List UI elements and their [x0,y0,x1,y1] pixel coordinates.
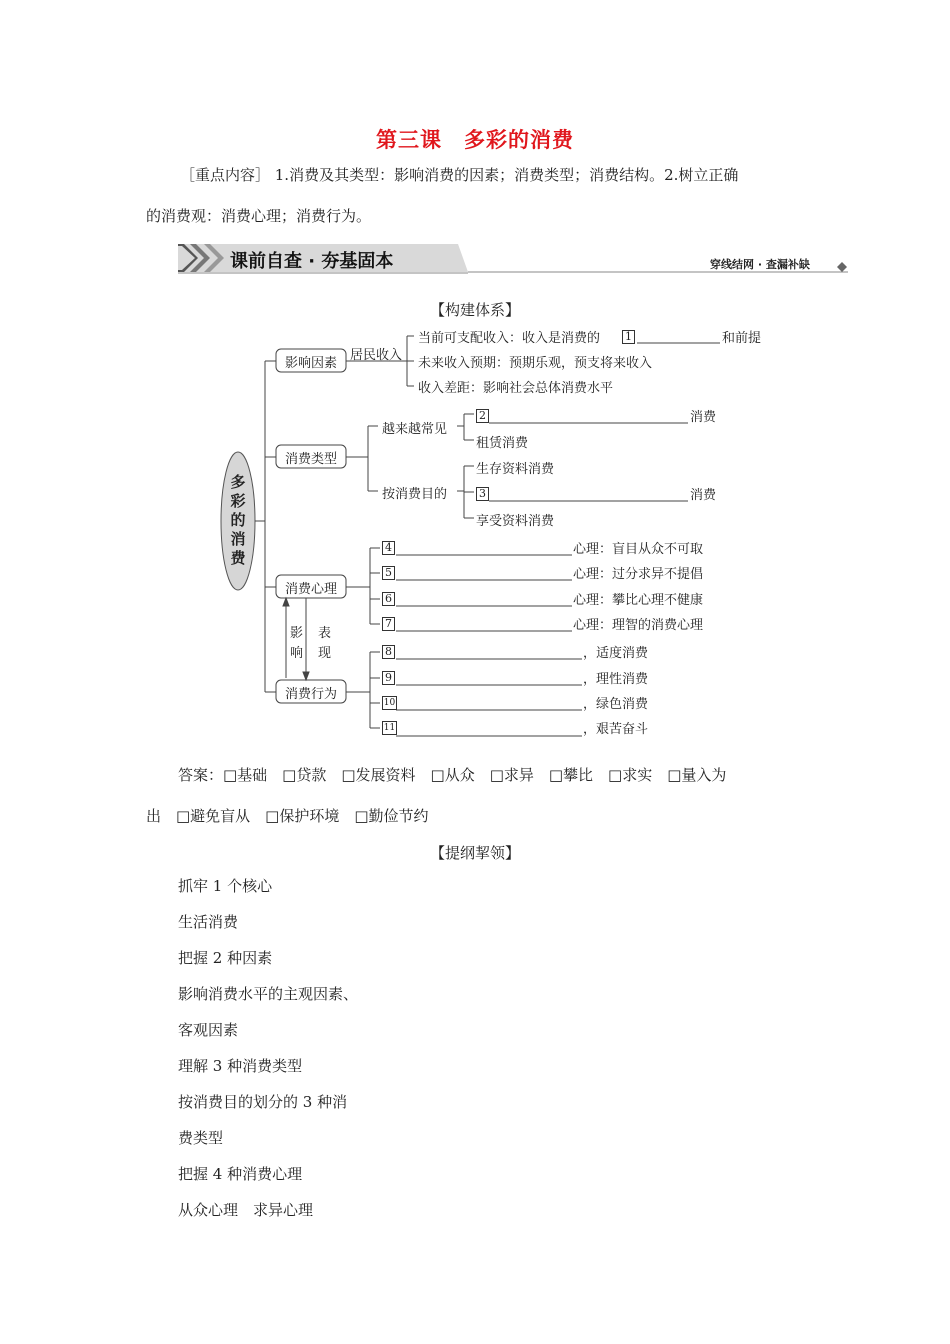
behavior-item-1: ，适度消费 [583,646,649,661]
outline-item: 生活消费 [178,913,239,931]
blank-number-9: 9 [382,671,395,685]
blank-number-2: 2 [476,409,489,423]
key-content-line-1: ［重点内容］ 1.消费及其类型：影响消费的因素；消费类型；消费结构。2.树立正确 [180,166,739,184]
blank-number-3: 3 [476,487,489,501]
banner-subtitle: 穿线结网 · 查漏补缺 [710,258,810,271]
factors-item-3: 收入差距：影响社会总体消费水平 [418,381,614,396]
node-psychology: 消费心理 [284,582,337,597]
key-content-line-2: 的消费观：消费心理；消费行为。 [146,207,372,225]
outline-item: 从众心理 求异心理 [178,1201,314,1219]
blank-number-7: 7 [382,617,395,631]
psych-item-4: 心理：理智的消费心理 [573,618,704,633]
outline-item: 把握 2 种因素 [178,949,273,967]
factors-item-1: 当前可支配收入：收入是消费的 [418,331,601,346]
blank-number-1: 1 [622,330,635,344]
outline-item: 理解 3 种消费类型 [178,1057,303,1075]
outline-item: 把握 4 种消费心理 [178,1165,303,1183]
psych-item-1: 心理：盲目从众不可取 [573,542,704,557]
factors-item-2: 未来收入预期：预期乐观，预支将来收入 [418,356,653,371]
behavior-item-3: ，绿色消费 [583,697,649,712]
answers-line-1: 答案：□基础 □贷款 □发展资料 □从众 □求异 □攀比 □求实 □量入为 [178,766,727,784]
answers-line-2: 出 □避免盲从 □保护环境 □勤俭节约 [146,807,429,825]
types-common-suffix: 消费 [690,410,717,425]
page-title: 第三课 多彩的消费 [376,127,574,152]
outline-item: 影响消费水平的主观因素、 [178,985,359,1003]
outline-item: 按消费目的划分的 3 种消 [178,1093,348,1111]
types-common-label: 越来越常见 [382,422,448,437]
label-influence: 影响 [290,626,304,661]
behavior-item-2: ，理性消费 [583,672,649,687]
blank-number-10: 10 [383,698,396,708]
types-purpose-1: 生存资料消费 [476,462,555,477]
diagram-center: 多彩的消费 [230,473,246,567]
node-factors: 影响因素 [284,356,337,371]
psych-item-2: 心理：过分求异不提倡 [573,567,704,582]
outline-item: 客观因素 [178,1021,239,1039]
psych-item-3: 心理：攀比心理不健康 [573,593,704,608]
types-purpose-label: 按消费目的 [382,487,448,502]
banner-title: 课前自查 · 夯基固本 [230,251,394,272]
blank-number-4: 4 [382,541,395,555]
types-rent: 租赁消费 [476,436,529,451]
factors-income-label: 居民收入 [350,348,403,363]
blank-number-5: 5 [382,566,395,580]
types-purpose-2: 消费 [690,488,717,503]
outline-item: 抓牢 1 个核心 [178,877,273,895]
outline-heading: 【提纲挈领】 [429,844,520,862]
node-types: 消费类型 [284,452,337,467]
factors-item-1-suffix: 和前提 [722,331,762,346]
label-manifest: 表现 [318,626,332,661]
node-behavior: 消费行为 [284,687,337,702]
outline-item: 费类型 [178,1129,224,1147]
blank-number-8: 8 [382,645,395,659]
diagram-heading: 【构建体系】 [429,301,520,319]
behavior-item-4: ，艰苦奋斗 [583,722,649,737]
types-purpose-3: 享受资料消费 [476,514,555,529]
blank-number-6: 6 [382,592,395,606]
blank-number-11: 11 [383,723,396,733]
